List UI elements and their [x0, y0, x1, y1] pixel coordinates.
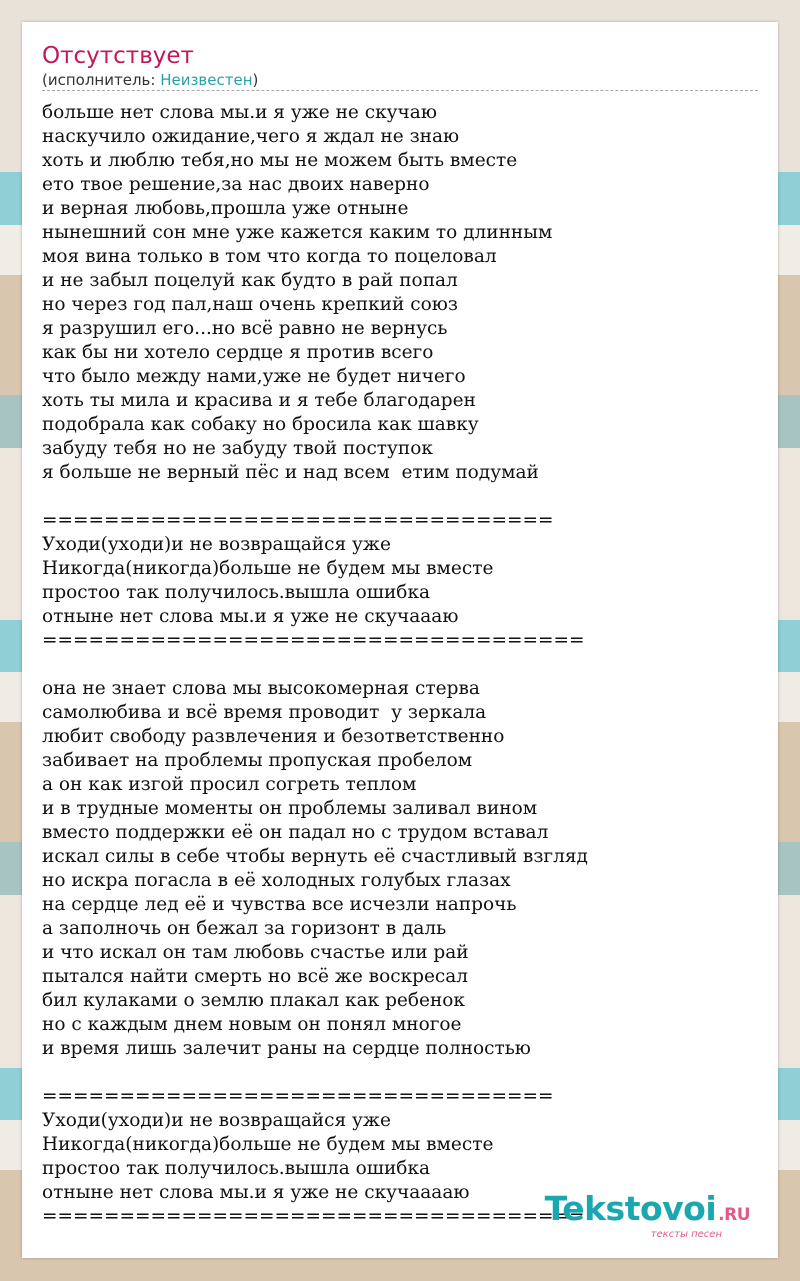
logo-tld: .RU: [718, 1205, 750, 1225]
logo-tagline: тексты песен: [650, 1229, 722, 1240]
lyrics-card: [22, 22, 778, 1258]
artist-prefix: (исполнитель:: [42, 71, 161, 89]
artist-line: [42, 70, 258, 90]
dashed-divider: [42, 90, 758, 91]
artist-link[interactable]: Неизвестен: [160, 71, 253, 89]
site-logo[interactable]: [545, 1191, 750, 1240]
logo-wordmark: [545, 1191, 750, 1233]
logo-name: Tekstovoi: [544, 1189, 717, 1228]
artist-suffix: ): [252, 71, 259, 89]
lyrics-text: больше нет слова мы.и я уже не скучаю наскучило ожидание,чего я ждал не знаю хоть и люблю тебя,но мы не можем быть вместе ето твое решение,за нас двоих наверно и верная любовь,прошла уже отныне нынешний сон мне уже кажется каким то длинным моя вина только в том что когда то поцеловал и не забыл поцелуй как будто в рай попал но через год пал,наш очень крепкий союз я разрушил его...но всё равно не вернусь как бы ни хотело сердце я против всего что было между нами,уже не будет ничего хоть ты мила и красива и я тебе благодарен подобрала как собаку но бросила как шавку забуду тебя но не забуду твой поступок я больше не верный пёс и над всем етим подумай ================================= Уходи(уходи)и не возвращайся уже Никогда(никогда)больше не будем мы вместе простоо так получилось.вышла ошибка отныне нет слова мы.и я уже не скучаааю =================================== она не знает слова мы высокомерная стерва самолюбива и всё время проводит у зеркала любит свободу развлечения и безответственно забивает на проблемы пропуская пробелом а он как изгой просил согреть теплом и в трудные моменты он проблемы заливал вином вместо поддержки её он падал но с трудом вставал искал силы в себе чтобы вернуть её счастливый взгляд но искра погасла в её холодных голубых глазах на сердце лед её и чувства все исчезли напрочь а заполночь он бежал за горизонт в даль и что искал он там любовь счастье или рай пытался найти смерть но всё же воскресал бил кулаками о землю плакал как ребенок но с каждым днем новым он понял многое и время лишь залечит раны на сердце полностью ================================= Уходи(уходи)и не возвращайся уже Никогда(никогда)больше не будем мы вместе простоо так получилось.вышла ошибка отныне нет слова мы.и я уже не скучааааю ===================================: [42, 102, 588, 1227]
song-title: Отсутствует: [42, 43, 194, 69]
